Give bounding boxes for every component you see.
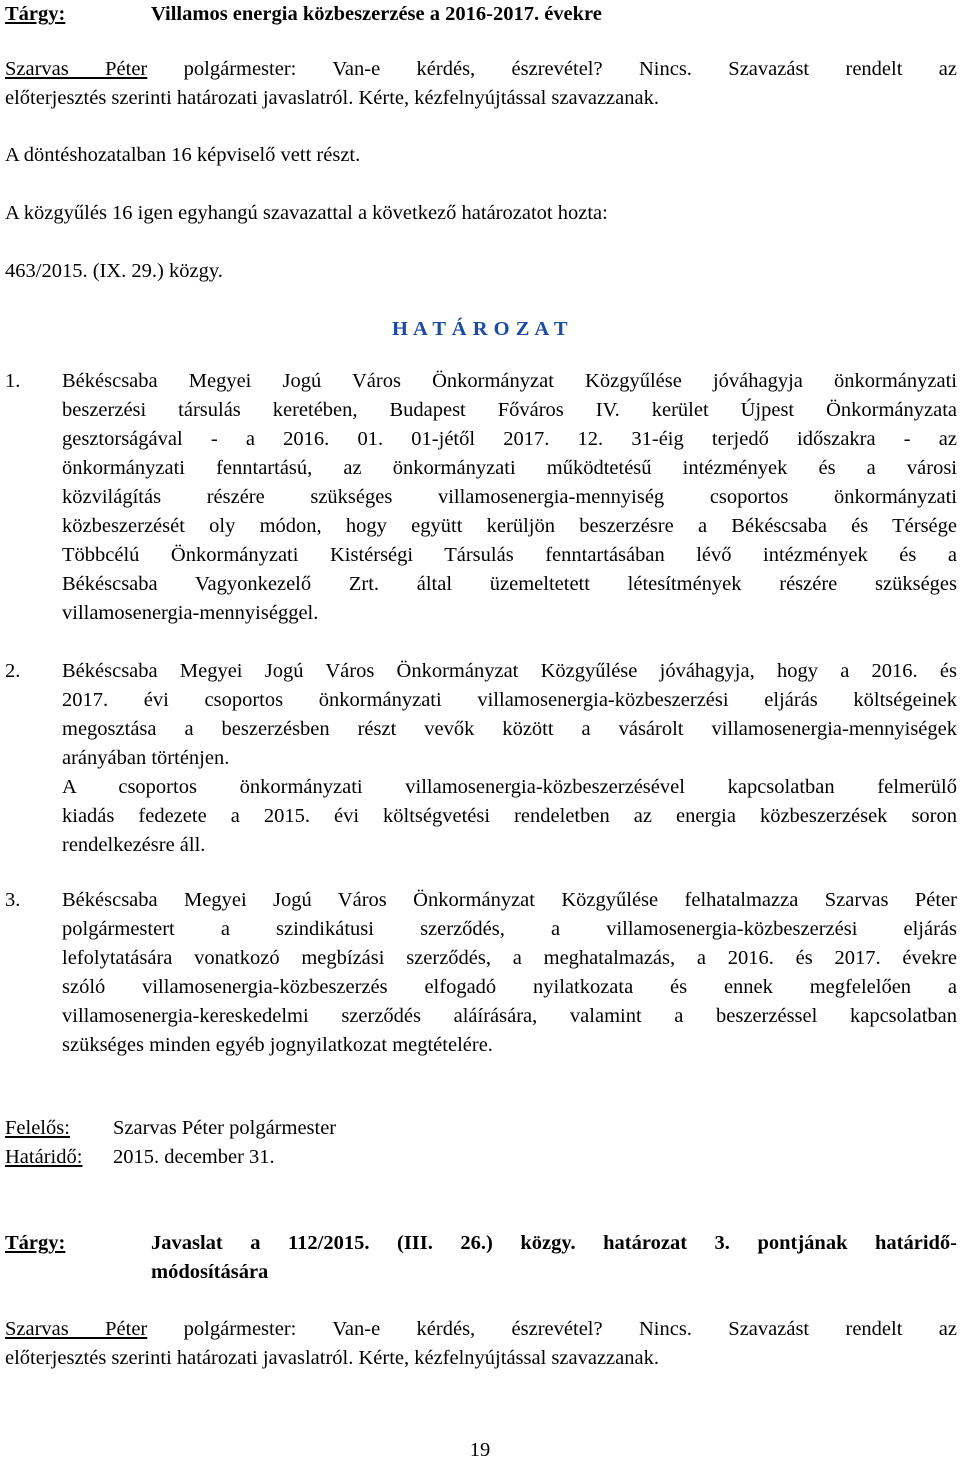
- subject-title: [151, 1229, 957, 1287]
- item-line: A csoportos önkormányzati villamosenergia-közbeszerzésével kapcsolatban felmerülő: [62, 776, 957, 798]
- item-line: arányában történjen.: [62, 747, 230, 769]
- responsible-value: Szarvas Péter polgármester: [113, 1117, 337, 1139]
- item-line: Békéscsaba Vagyonkezelő Zrt. által üzemeltetett létesítmények részére szükséges: [62, 573, 957, 595]
- subject-title-line-1: Javaslat a 112/2015. (III. 26.) közgy. határozat 3. pontjának határidő-: [151, 1232, 957, 1254]
- resolution-number: 463/2015. (IX. 29.) közgy.: [5, 260, 223, 282]
- item-line: villamosenergia-mennyiséggel.: [62, 602, 319, 624]
- item-line: közvilágítás részére szükséges villamosenergia-mennyiség csoportos önkormányzati: [62, 486, 957, 508]
- item-line: önkormányzati fenntartású, az önkormányzati működtetésű intézmények és a városi: [62, 457, 957, 479]
- subject-label: Tárgy:: [5, 1232, 66, 1254]
- item-line: polgármestert a szindikátusi szerződés, a villamosenergia-közbeszerzési eljárás: [62, 918, 957, 940]
- item-line: 2017. évi csoportos önkormányzati villamosenergia-közbeszerzési eljárás költségeinek: [62, 689, 957, 711]
- item-number: 1.: [5, 370, 21, 392]
- item-number: 3.: [5, 889, 21, 911]
- speaker-name: Szarvas Péter: [5, 1318, 148, 1340]
- participants-text: A döntéshozatalban 16 képviselő vett részt.: [5, 144, 361, 166]
- intro-line-1: [5, 55, 957, 84]
- item-line: beszerzési társulás keretében, Budapest Főváros IV. kerület Újpest Önkormányzata: [62, 399, 957, 421]
- deadline-row: [5, 1143, 275, 1172]
- item-line: lefolytatására vonatkozó megbízási szerződés, a meghatalmazás, a 2016. és 2017. évekre: [62, 947, 957, 969]
- item-line: Békéscsaba Megyei Jogú Város Önkormányzat Közgyűlése jóváhagyja, hogy a 2016. és: [62, 660, 957, 682]
- outro-line-1: [5, 1315, 957, 1344]
- item-line: Békéscsaba Megyei Jogú Város Önkormányzat Közgyűlése felhatalmazza Szarvas Péter: [62, 889, 957, 911]
- item-line: gesztorságával - a 2016. 01. 01-jétől 2017. 12. 31-éig terjedő időszakra - az: [62, 428, 957, 450]
- item-body: [62, 367, 957, 628]
- item-line: Békéscsaba Megyei Jogú Város Önkormányzat Közgyűlése jóváhagyja önkormányzati: [62, 370, 957, 392]
- item-line: megosztása a beszerzésben részt vevők között a vásárolt villamosenergia-mennyiségek: [62, 718, 957, 740]
- subject-label: Tárgy:: [5, 3, 66, 25]
- page-number: 19: [469, 1439, 491, 1461]
- resolution-heading: H A T Á R O Z A T: [392, 318, 568, 340]
- item-body: [62, 886, 957, 1060]
- deadline-value: 2015. december 31.: [113, 1146, 275, 1168]
- item-line: Többcélú Önkormányzati Kistérségi Társulás fenntartásában lévő intézmények és a: [62, 544, 957, 566]
- deadline-label: Határidő:: [5, 1146, 83, 1168]
- intro-line-2: előterjesztés szerinti határozati javaslatról. Kérte, kézfelnyújtással szavazzanak.: [5, 87, 659, 109]
- item-body: [62, 657, 957, 860]
- intro-line-1-rest: polgármester: Van-e kérdés, észrevétel? Nincs. Szavazást rendelt az: [147, 58, 958, 80]
- responsible-row: [5, 1114, 336, 1143]
- vote-text: A közgyűlés 16 igen egyhangú szavazattal a következő határozatot hozta:: [5, 202, 608, 224]
- subject-title: Villamos energia közbeszerzése a 2016-2017. évekre: [151, 3, 602, 25]
- item-line: rendelkezésre áll.: [62, 834, 206, 856]
- item-line: közbeszerzését oly módon, hogy együtt kerüljön beszerzésre a Békéscsaba és Térsége: [62, 515, 957, 537]
- item-line: szóló villamosenergia-közbeszerzés elfogadó nyilatkozata és ennek megfelelően a: [62, 976, 957, 998]
- item-number: 2.: [5, 660, 21, 682]
- speaker-name: Szarvas Péter: [5, 58, 148, 80]
- item-line: villamosenergia-kereskedelmi szerződés aláírására, valamint a beszerzéssel kapcsolatban: [62, 1005, 957, 1027]
- responsible-label: Felelős:: [5, 1117, 70, 1139]
- outro-paragraph: [5, 1315, 957, 1373]
- intro-paragraph: [5, 55, 957, 113]
- outro-line-1-rest: polgármester: Van-e kérdés, észrevétel? Nincs. Szavazást rendelt az: [147, 1318, 958, 1340]
- item-line: kiadás fedezete a 2015. évi költségvetési rendeletben az energia közbeszerzések soron: [62, 805, 957, 827]
- subject-title-line-2: módosítására: [151, 1261, 269, 1283]
- item-line: szükséges minden egyéb jognyilatkozat megtételére.: [62, 1034, 493, 1056]
- outro-line-2: előterjesztés szerinti határozati javaslatról. Kérte, kézfelnyújtással szavazzanak.: [5, 1347, 659, 1369]
